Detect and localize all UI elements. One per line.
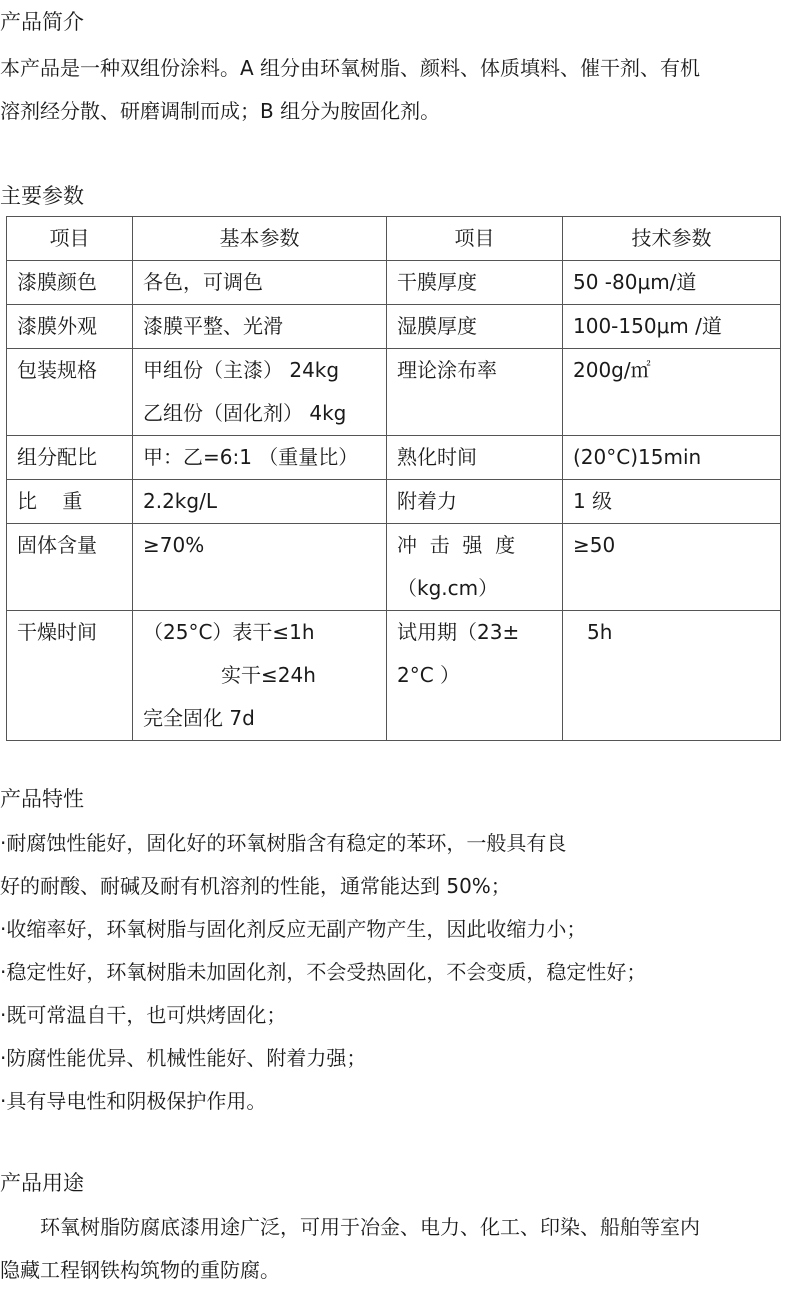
usage-line: 隐藏工程钢铁构筑物的重防腐。: [0, 1258, 280, 1282]
feature-line: ·防腐性能优异、机械性能好、附着力强；: [0, 1046, 367, 1070]
table-row: [7, 261, 781, 305]
feature-line: ·收缩率好，环氧树脂与固化剂反应无副产物产生，因此收缩力小；: [0, 917, 587, 941]
intro-paragraph: [0, 47, 800, 133]
value-cell: 漆膜平整、光滑: [133, 305, 387, 349]
header-cell: 项目: [7, 217, 133, 261]
table-row: [7, 349, 781, 436]
value-cell: 100-150μm /道: [563, 305, 781, 349]
value-cell: 甲：乙=6:1 （重量比）: [133, 436, 387, 480]
params-table: [6, 216, 781, 741]
intro-line: 本产品是一种双组份涂料。A 组分由环氧树脂、颜料、体质填料、催干剂、有机: [0, 56, 701, 80]
item-line: 试用期（23±: [397, 620, 520, 644]
item-cell: 比 重: [7, 480, 133, 524]
value-cell: [133, 611, 387, 741]
usage-line: 环氧树脂防腐底漆用途广泛，可用于冶金、电力、化工、印染、船舶等室内: [0, 1215, 700, 1239]
item-cell: 干燥时间: [7, 611, 133, 741]
params-title: 主要参数: [0, 184, 84, 208]
item-cell: 熟化时间: [387, 436, 563, 480]
value-line: 乙组份（固化剂） 4kg: [143, 401, 347, 425]
feature-line: ·耐腐蚀性能好，固化好的环氧树脂含有稳定的苯环，一般具有良: [0, 831, 567, 855]
item-cell: 附着力: [387, 480, 563, 524]
value-cell: 2.2kg/L: [133, 480, 387, 524]
item-cell: 干膜厚度: [387, 261, 563, 305]
value-cell: ≥70%: [133, 524, 387, 611]
value-cell: 各色，可调色: [133, 261, 387, 305]
value-cell: ≥50: [563, 524, 781, 611]
intro-title: 产品简介: [0, 10, 84, 34]
header-cell: 技术参数: [563, 217, 781, 261]
table-row: [7, 305, 781, 349]
features-title: 产品特性: [0, 787, 84, 811]
item-cell: 漆膜颜色: [7, 261, 133, 305]
item-cell: 组分配比: [7, 436, 133, 480]
feature-line: ·具有导电性和阴极保护作用。: [0, 1089, 267, 1113]
item-cell: [387, 524, 563, 611]
item-cell: 固体含量: [7, 524, 133, 611]
item-cell: 理论涂布率: [387, 349, 563, 436]
table-row: [7, 611, 781, 741]
value-cell: (20°C)15min: [563, 436, 781, 480]
header-cell: 基本参数: [133, 217, 387, 261]
value-line: 完全固化 7d: [143, 706, 255, 730]
table-row: [7, 436, 781, 480]
value-cell: 1 级: [563, 480, 781, 524]
intro-line: 溶剂经分散、研磨调制而成；B 组分为胺固化剂。: [0, 99, 441, 123]
value-cell: [133, 349, 387, 436]
value-line: 甲组份（主漆） 24kg: [143, 358, 340, 382]
header-cell: 项目: [387, 217, 563, 261]
item-cell: 包装规格: [7, 349, 133, 436]
table-row: [7, 524, 781, 611]
features-list: [0, 822, 800, 1123]
value-line: （25°C）表干≤1h: [143, 620, 315, 644]
value-line: 实干≤24h: [221, 663, 316, 687]
table-header-row: [7, 217, 781, 261]
item-cell: 湿膜厚度: [387, 305, 563, 349]
table-row: [7, 480, 781, 524]
value-cell: 200g/㎡: [563, 349, 781, 436]
value-cell: 5h: [563, 611, 781, 741]
feature-line: ·稳定性好，环氧树脂未加固化剂，不会受热固化，不会变质，稳定性好；: [0, 960, 647, 984]
item-cell: [387, 611, 563, 741]
item-line: 2°C ）: [397, 663, 461, 687]
item-line: （kg.cm）: [397, 576, 499, 600]
feature-line: ·既可常温自干，也可烘烤固化；: [0, 1003, 287, 1027]
item-cell: 漆膜外观: [7, 305, 133, 349]
feature-line: 好的耐酸、耐碱及耐有机溶剂的性能，通常能达到 50%；: [0, 874, 511, 898]
item-line: 冲 击 强 度: [397, 533, 516, 557]
usage-title: 产品用途: [0, 1171, 84, 1195]
usage-paragraph: [0, 1206, 800, 1292]
value-cell: 50 -80μm/道: [563, 261, 781, 305]
